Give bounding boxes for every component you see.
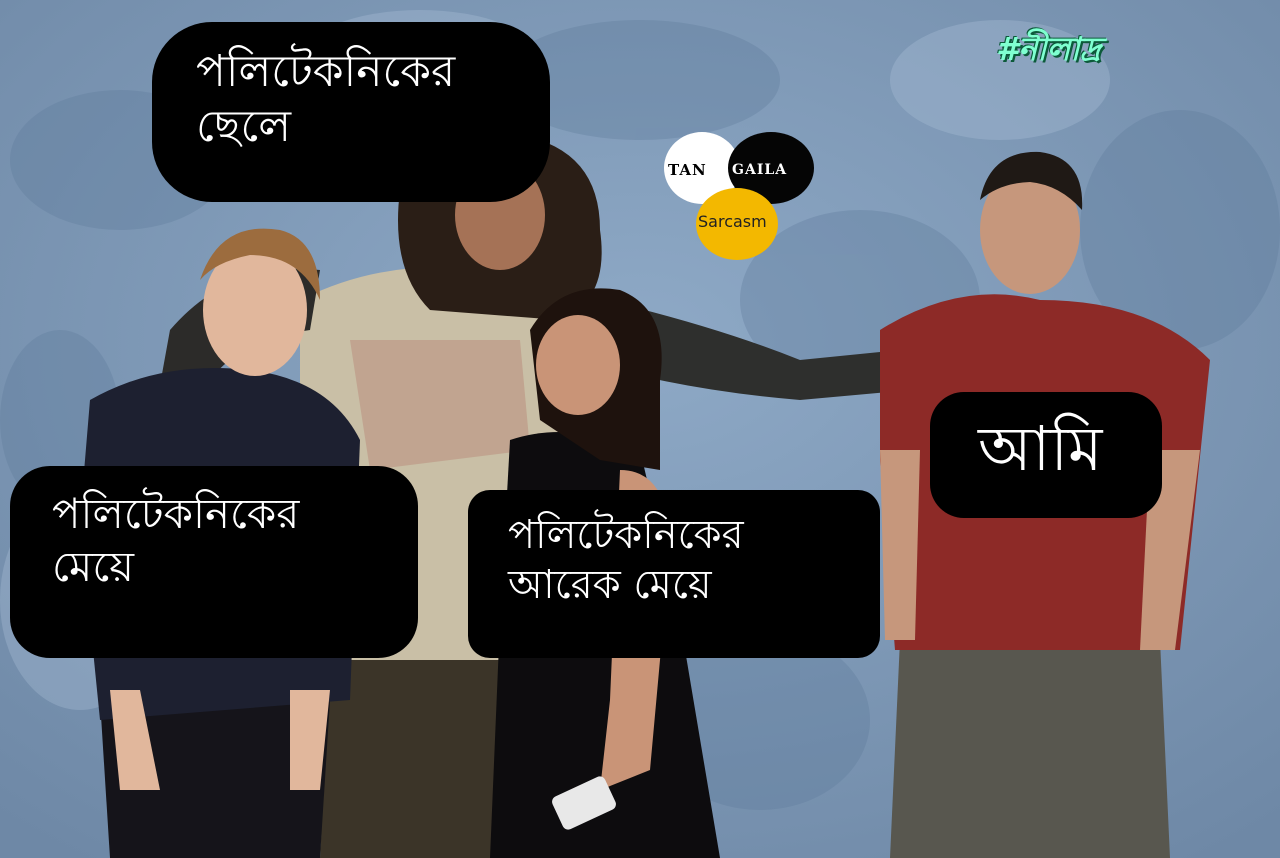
logo-text-tan: TAN	[668, 161, 707, 179]
woman-face	[536, 315, 620, 415]
son-line-1: পলিটেকনিকের	[196, 46, 456, 97]
speech-bubble-daughter	[10, 466, 418, 658]
logo-text-gaila: GAILA	[732, 162, 788, 178]
tangaila-sarcasm-logo	[662, 132, 816, 262]
tall-man-shirt-print	[350, 340, 530, 470]
logo-text-sarcasm: Sarcasm	[698, 212, 767, 231]
red-man-left-arm	[880, 450, 920, 640]
other-daughter-line-2: আরেক মেয়ে	[508, 562, 712, 608]
son-line-2: ছেলে	[196, 101, 291, 152]
me-text: আমি	[978, 412, 1103, 485]
speech-bubble-son	[152, 22, 550, 202]
daughter-line-1: পলিটেকনিকের	[52, 489, 300, 538]
watermark-hashtag: #নীলাদ্র	[996, 30, 1101, 68]
speech-bubble-other-daughter	[468, 490, 880, 658]
other-daughter-line-1: পলিটেকনিকের	[508, 512, 744, 558]
daughter-line-2: মেয়ে	[52, 541, 134, 591]
red-man-pants	[890, 640, 1170, 858]
speech-bubble-me	[930, 392, 1162, 518]
